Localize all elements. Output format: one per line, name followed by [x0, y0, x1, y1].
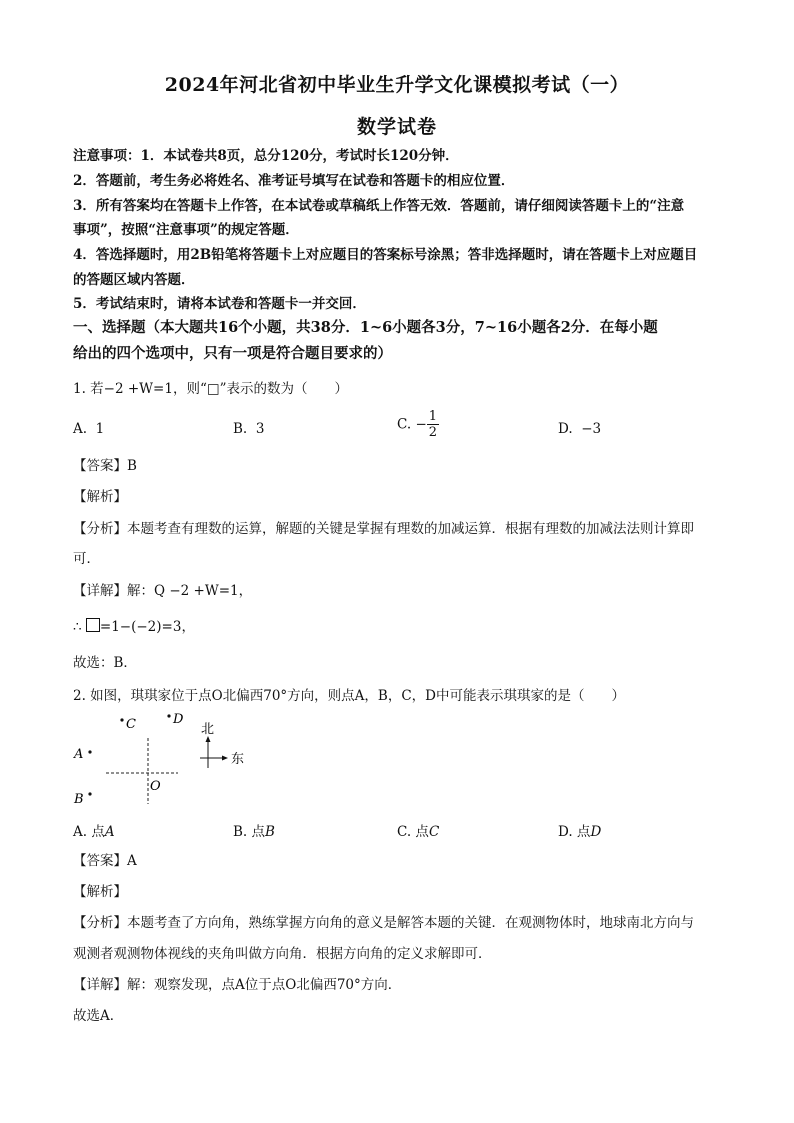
q2-option-b	[233, 820, 275, 840]
point-a-label: A	[74, 747, 84, 762]
q2-option-c-point: C	[428, 824, 440, 840]
q1-detail-expr: Q −2 +W=1，	[154, 583, 253, 599]
note-1: 1．本试卷共8页，总分120分，考试时长120分钟．	[140, 148, 459, 164]
blank-square-icon	[86, 618, 100, 632]
q2-option-d	[558, 820, 601, 840]
therefore-symbol: ∴	[73, 619, 82, 635]
notes-line-1	[73, 146, 733, 166]
notes-head: 注意事项：	[73, 148, 141, 164]
q1-answer: 【答案】B	[73, 458, 137, 474]
q1-expr: −2 +W=1	[103, 381, 173, 397]
q2-analysis-a: 【分析】本题考查了方向角，熟练掌握方向角的意义是解答本题的关键．在观测物体时，地球南北方向与	[73, 915, 694, 931]
q1-detail	[73, 581, 733, 601]
q1-conclusion: 故选：B．	[73, 655, 137, 671]
east-label: 东	[231, 752, 245, 767]
q2-option-a-point: A	[104, 824, 115, 840]
q2-option-a	[73, 820, 115, 840]
point-b-dot	[88, 792, 91, 795]
q1-detail-prefix: 【详解】解：	[73, 583, 154, 599]
q1-option-c-sign: −	[415, 416, 427, 433]
note-4a: 4．答选择题时，用2B铅笔将答题卡上对应题目的答案标号涂黑；答非选择题时，请在答题卡上对应题目	[73, 247, 698, 263]
exam-subtitle: 数学试卷	[356, 116, 437, 138]
q1-option-c-label: C.	[397, 416, 412, 433]
q1-jiexi: 【解析】	[73, 489, 127, 505]
point-b-label: B	[74, 792, 84, 807]
q2-option-c-text: C. 点	[397, 824, 429, 840]
note-3a: 3．所有答案均在答题卡上作答，在本试卷或草稿纸上作答无效．答题前，请仔细阅读答题卡上的“注意	[73, 198, 685, 214]
q2-answer: 【答案】A	[73, 853, 137, 869]
q1-option-c-fraction	[427, 409, 439, 440]
q1-step-expr: =1−(−2)=3，	[99, 619, 195, 635]
q1-option-a	[73, 421, 104, 437]
note-3b: 事项”，按照“注意事项”的规定答题．	[73, 222, 299, 238]
q2-option-d-point: D	[590, 824, 602, 840]
direction-diagram	[70, 706, 270, 816]
q2-option-c	[397, 820, 439, 840]
q1-option-d-value: −3	[581, 421, 602, 437]
q1-option-a-label: A.	[73, 421, 88, 437]
q1-option-b-label: B.	[233, 421, 248, 437]
q1-step	[73, 617, 733, 637]
q1-option-c	[397, 409, 439, 440]
exam-title: 2024年河北省初中毕业生升学文化课模拟考试（一）	[164, 74, 630, 96]
fraction-numerator: 1	[428, 409, 438, 424]
note-2: 2．答题前，考生务必将姓名、准考证号填写在试卷和答题卡的相应位置．	[73, 173, 515, 189]
north-label: 北	[201, 722, 215, 737]
point-c-dot	[120, 718, 123, 721]
note-4b: 的答题区域内答题．	[73, 272, 195, 288]
section1-heading-1: 一、选择题（本大题共16个小题，共38分．1~6小题各3分，7~16小题各2分．在每小题	[73, 319, 658, 336]
q2-detail: 【详解】解：观察发现，点A位于点O北偏西70°方向．	[73, 977, 402, 993]
q2-analysis-b: 观测者观测物体视线的夹角叫做方向角．根据方向角的定义求解即可．	[73, 946, 492, 962]
q2-conclusion: 故选A．	[73, 1008, 124, 1024]
q1-prefix: 1. 若	[73, 381, 104, 397]
q1-option-b-value: 3	[255, 421, 265, 437]
point-c-label: C	[126, 717, 136, 732]
q1-option-b	[233, 421, 264, 437]
q1-option-d	[558, 421, 601, 437]
q2-stem: 2. 如图，琪琪家位于点O北偏西70°方向，则点A，B，C，D中可能表示琪琪家的是（ ）	[73, 688, 625, 704]
q1-stem	[73, 379, 733, 399]
q1-option-d-label: D.	[558, 421, 573, 437]
q2-option-b-point: B	[265, 824, 275, 840]
q2-option-a-text: A. 点	[73, 824, 105, 840]
q1-option-a-value: 1	[95, 421, 105, 437]
fraction-denominator: 2	[428, 425, 438, 440]
note-5: 5．考试结束时，请将本试卷和答题卡一并交回．	[73, 296, 366, 312]
point-a-dot	[88, 750, 91, 753]
q2-jiexi: 【解析】	[73, 884, 127, 900]
q2-option-b-text: B. 点	[233, 824, 266, 840]
q1-suffix: ，则“□”表示的数为（ ）	[172, 381, 349, 397]
point-d-dot	[167, 714, 170, 717]
section1-heading-2: 给出的四个选项中，只有一项是符合题目要求的）	[73, 345, 392, 362]
q1-analysis-b: 可．	[73, 551, 100, 567]
q2-option-d-text: D. 点	[558, 824, 591, 840]
point-d-label: D	[173, 712, 184, 727]
east-arrow-icon	[222, 756, 228, 761]
point-o-label: O	[150, 779, 161, 794]
q1-analysis-a: 【分析】本题考查有理数的运算，解题的关键是掌握有理数的加减运算．根据有理数的加减法法则计算即	[73, 521, 694, 537]
